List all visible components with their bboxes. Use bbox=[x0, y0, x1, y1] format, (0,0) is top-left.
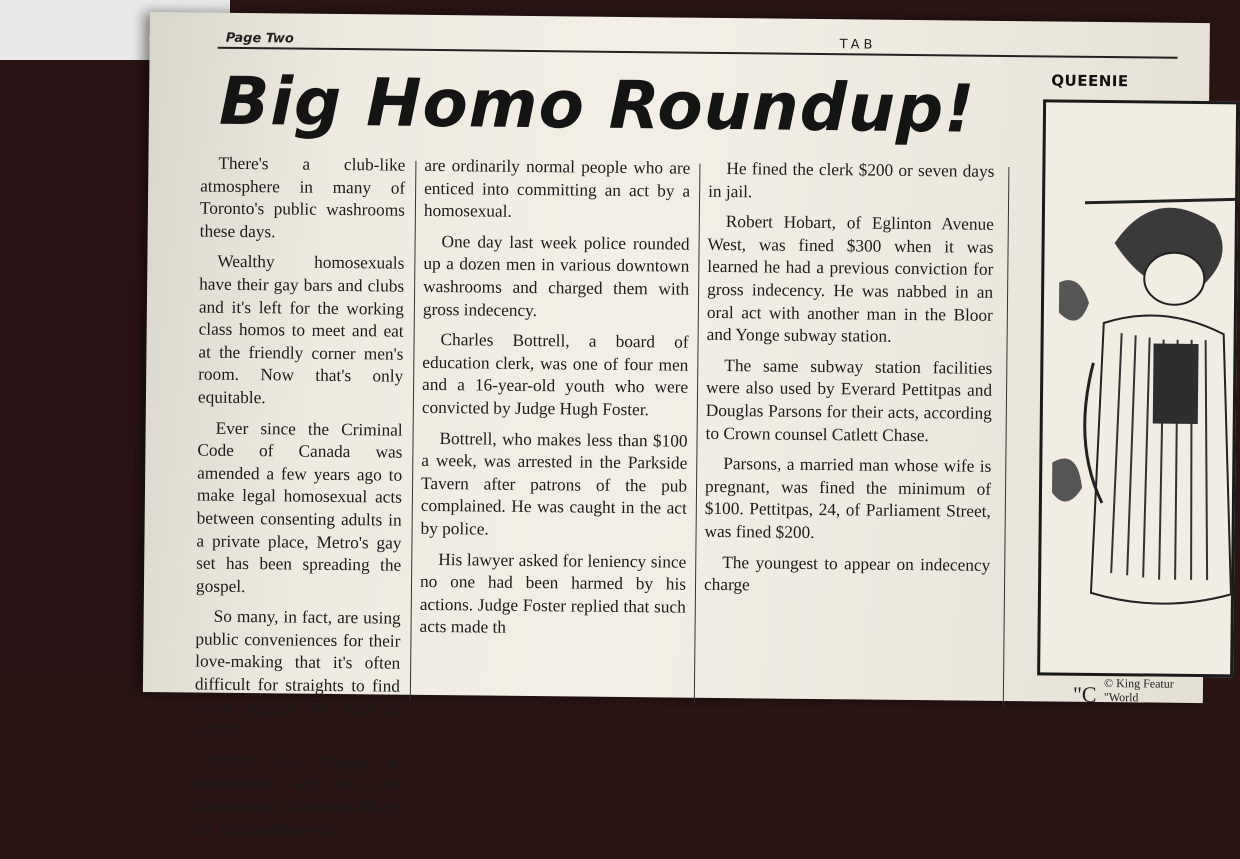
paragraph: There's a club-like atmosphere in many of Toronto's public washrooms these days. bbox=[199, 153, 406, 242]
newspaper-page bbox=[143, 12, 1210, 839]
comic-credit: © King Featur "World bbox=[1103, 676, 1174, 705]
paragraph: His lawyer asked for leniency since no one had been harmed by his actions. Judge Foster replied that such acts made th bbox=[419, 549, 687, 638]
comic-title: QUEENIE bbox=[1051, 71, 1129, 91]
article-column-3 bbox=[704, 158, 995, 608]
publication-name: TAB bbox=[839, 37, 877, 53]
next-text-fragment: "C bbox=[1072, 681, 1097, 707]
header-rule bbox=[218, 47, 1178, 59]
comic-panel bbox=[1037, 99, 1239, 705]
paragraph: Bottrell, who makes less than $100 a week, was arrested in the Parkside Tavern after patrons of the pub complained. He was caught in the act by police. bbox=[420, 428, 688, 539]
paragraph: Many who engage in homosexual acts are not homosexual, of course. Many are thrill-seekers wh bbox=[193, 750, 400, 839]
comic-strip bbox=[1013, 59, 1220, 707]
paragraph: He fined the clerk $200 or seven days in jail. bbox=[708, 159, 995, 201]
column-rule bbox=[1003, 167, 1010, 707]
headline: Big Homo Roundup! bbox=[218, 62, 976, 148]
comic-drawing bbox=[1040, 102, 1236, 644]
column-rule bbox=[410, 161, 417, 701]
paragraph: The youngest to appear on indecency charge bbox=[703, 552, 991, 595]
paragraph: Ever since the Criminal Code of Canada was amended a few years ago to make legal homosexual acts between consenting adults in a private place, Metro's gay set has been spreading the gospel. bbox=[195, 418, 403, 596]
article-column-1 bbox=[193, 153, 405, 850]
paragraph: are ordinarily normal people who are enticed into committing an act by a homosexual. bbox=[423, 155, 691, 221]
page-label: Page Two bbox=[225, 30, 294, 47]
paragraph: One day last week police rounded up a dozen men in various downtown washrooms and charged them with gross indecency. bbox=[422, 231, 690, 320]
paragraph: Robert Hobart, of Eglinton Avenue West, was fined $300 when it was learned he had a previous conviction for gross indecency. He was nabbed in an oral act with another man in the Bloor and Yonge subway station. bbox=[706, 212, 994, 346]
paragraph: Charles Bottrell, a board of education clerk, was one of four men and a 16-year-old youth who were convicted by Judge Hugh Foster. bbox=[421, 330, 689, 420]
paragraph: So many, in fact, are using public conveniences for their love-making that it's often difficult for straights to find room against the wall to urinate. bbox=[194, 606, 401, 740]
paragraph: Parsons, a married man whose wife is pregnant, was fined the minimum of $100. Pettitpas, 24, of Parliament Street, was fined $200. bbox=[704, 454, 992, 542]
paragraph: The same subway station facilities were also used by Everard Pettitpas and Douglas Parsons for their acts, according to Crown counsel Catlett Chase. bbox=[705, 355, 993, 445]
paragraph: Wealthy homosexuals have their gay bars and clubs and it's left for the working class homos to meet and eat at the friendly corner men's room. Now that's only equitable. bbox=[197, 252, 405, 408]
column-rule bbox=[694, 164, 701, 704]
article-column-2 bbox=[419, 155, 690, 650]
